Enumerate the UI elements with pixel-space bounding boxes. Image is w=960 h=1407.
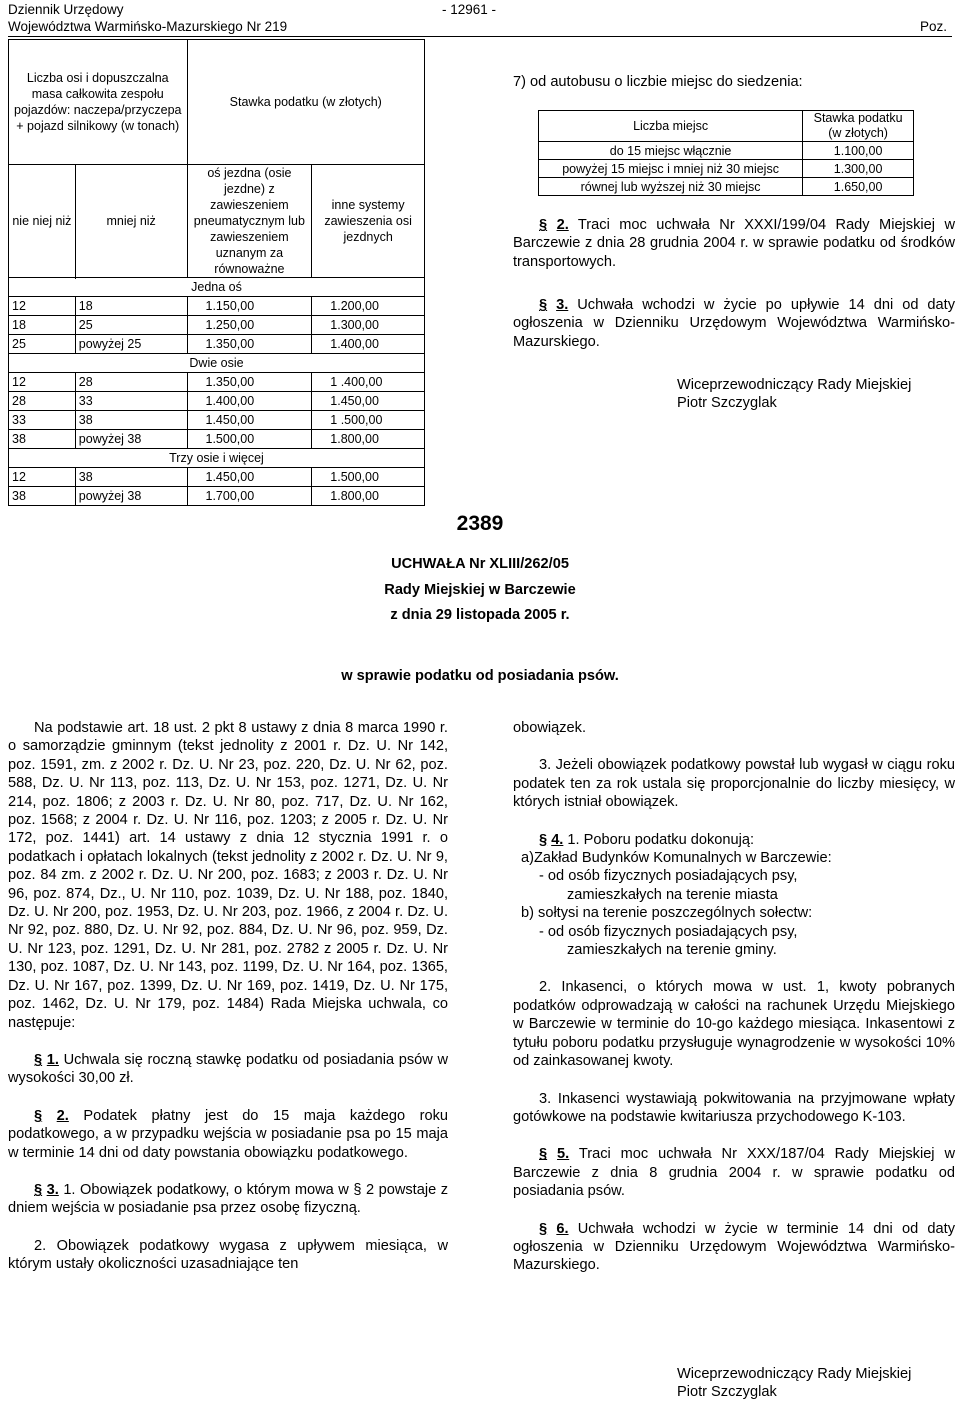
signature-name: Piotr Szczyglak <box>677 1384 777 1401</box>
cell-rate: 1.100,00 <box>803 142 914 160</box>
cell-not-less: 33 <box>9 411 76 430</box>
paragraph-6 <box>513 1220 955 1275</box>
cell-rate-pneumatic: 1.700,00 <box>187 487 312 506</box>
section-sign: § <box>34 1051 43 1068</box>
cell-not-less: 18 <box>9 316 76 335</box>
paragraph-4-3: 3. Inkasenci wystawiają pokwitowania na przyjmowane wpłaty gotówkowe na podstawie kwitariusza przychodowego K-103. <box>513 1090 955 1125</box>
paragraph-3-top <box>513 296 955 351</box>
cell-less: 38 <box>75 411 187 430</box>
cell-less: powyżej 25 <box>75 335 187 354</box>
section-sign: § <box>539 217 548 233</box>
cell-rate-other: 1 .400,00 <box>312 373 425 392</box>
item-b-dash-cont: zamieszkałych na terenie gminy. <box>567 942 777 959</box>
cell-rate-other: 1.800,00 <box>312 430 425 449</box>
item-a-text: Zakład Budynków Komunalnych w Barczewie: <box>533 850 832 867</box>
section-text: Podatek płatny jest do 15 maja każdego roku podatkowego, a w przypadku wejścia w posiadanie psa po 15 maja w terminie 14 dni od daty powstania obowiązku podatkowego. <box>8 1107 448 1161</box>
table-row <box>539 142 914 160</box>
resolution-subject: w sprawie podatku od posiadania psów. <box>341 668 619 684</box>
cell-rate-other: 1.500,00 <box>312 468 425 487</box>
cell-rate-pneumatic: 1.450,00 <box>187 411 312 430</box>
cell-rate-pneumatic: 1.350,00 <box>187 335 312 354</box>
cell-rate-pneumatic: 1.450,00 <box>187 468 312 487</box>
signature-top <box>677 376 911 413</box>
continuation: obowiązek. <box>513 720 587 736</box>
cell-not-less: 12 <box>9 468 76 487</box>
cell-rate-pneumatic: 1.150,00 <box>187 297 312 316</box>
cell-rate-pneumatic: 1.350,00 <box>187 373 312 392</box>
cell-rate-other: 1.300,00 <box>312 316 425 335</box>
item-a-dash: - od osób fizycznych posiadających psy, <box>539 868 798 885</box>
paragraph-3 <box>8 1181 448 1218</box>
table-row <box>9 487 425 506</box>
paragraph-5 <box>513 1145 955 1200</box>
item-a-label: a) <box>521 850 534 867</box>
item-a-dash-cont: zamieszkałych na terenie miasta <box>567 886 778 903</box>
table-row <box>9 297 425 316</box>
paragraph-3-2: 2. Obowiązek podatkowy wygasa z upływem miesiąca, w którym ustały okoliczności uzasadniające ten <box>8 1237 448 1273</box>
section-text: Traci moc uchwała Nr XXXI/199/04 Rady Miejskiej w Barczewie z dnia 28 grudnia 2004 r. w sprawie podatku od środków transportowych. <box>513 217 955 270</box>
section-title: Jedna oś <box>9 278 425 297</box>
section-sign: § <box>539 297 548 313</box>
head-not-less: nie niej niż <box>9 165 76 278</box>
item-7-bus: 7) od autobusu o liczbie miejsc do siedzenia: <box>513 74 803 90</box>
cell-rate: 1.650,00 <box>803 178 914 196</box>
header-rule <box>8 36 952 37</box>
cell-not-less: 38 <box>9 487 76 506</box>
cell-seats: równej lub wyższej niż 30 miejsc <box>539 178 803 196</box>
resolution-title-line: z dnia 29 listopada 2005 r. <box>390 607 570 623</box>
head-other: inne systemy zawieszenia osi jezdnych <box>312 165 425 278</box>
item-b: b) sołtysi na terenie poszczególnych sołectw: <box>521 905 813 922</box>
journal-voivodeship: Województwa Warmińsko-Mazurskiego Nr 219 <box>8 19 288 34</box>
cell-rate: 1.300,00 <box>803 160 914 178</box>
section-text: Uchwala się roczną stawkę podatku od posiadania psów w wysokości 30,00 zł. <box>8 1051 448 1087</box>
left-column <box>8 719 448 1274</box>
resolution-title <box>0 552 960 629</box>
paragraph-1 <box>8 1051 448 1088</box>
signature-bottom <box>677 1365 911 1402</box>
signature-name: Piotr Szczyglak <box>677 395 777 412</box>
head-pneumatic: oś jezdna (osie jezdne) z zawieszeniem pneumatycznym lub zawieszeniem uznanym za równoważne <box>187 165 312 278</box>
cell-not-less: 28 <box>9 392 76 411</box>
cell-less: powyżej 38 <box>75 430 187 449</box>
signature-role: Wiceprzewodniczący Rady Miejskiej <box>677 1366 912 1382</box>
table-row <box>9 411 425 430</box>
cell-not-less: 12 <box>9 297 76 316</box>
section-num: 2. <box>556 217 569 233</box>
resolution-title-line: Rady Miejskiej w Barczewie <box>384 581 576 598</box>
cell-rate-other: 1.200,00 <box>312 297 425 316</box>
section-num: 5. <box>557 1146 570 1163</box>
table-row <box>9 392 425 411</box>
table-row <box>9 335 425 354</box>
bus-tax-table <box>538 110 914 196</box>
section-text: Traci moc uchwała Nr XXX/187/04 Rady Miejskiej w Barczewie z dnia 8 grudnia 2004 r. w sprawie podatku od posiadania psów. <box>513 1146 955 1200</box>
section-num: 1. <box>46 1051 59 1068</box>
section-sign: § <box>539 1146 548 1163</box>
page-number: - 12961 - <box>442 2 497 17</box>
head-less: mniej niż <box>75 165 187 278</box>
section-num: 4. <box>551 831 564 848</box>
section-title: Dwie osie <box>9 354 425 373</box>
section-sign: § <box>34 1107 43 1124</box>
head-rate: Stawka podatku (w złotych) <box>187 40 425 165</box>
right-column <box>513 719 955 1275</box>
table-row <box>9 373 425 392</box>
cell-rate-pneumatic: 1.400,00 <box>187 392 312 411</box>
paragraph-3-3: 3. Jeżeli obowiązek podatkowy powstał lub wygasł w ciągu roku podatek ten za rok ustala się proporcjonalnie do liczby miesięcy, w których istniał obowiązek. <box>513 757 955 811</box>
cell-less: 25 <box>75 316 187 335</box>
head-axes-mass: Liczba osi i dopuszczalna masa całkowita zespołu pojazdów: naczepa/przyczepa + pojazd silnikowy (w tonach) <box>9 40 188 165</box>
journal-name: Dziennik Urzędowy <box>8 2 124 17</box>
section-num: 3. <box>556 297 569 313</box>
table-row <box>9 430 425 449</box>
cell-less: 38 <box>75 468 187 487</box>
item-a <box>513 849 955 867</box>
cell-less: 18 <box>75 297 187 316</box>
section-sign: § <box>34 1181 43 1198</box>
journal-title <box>8 1 287 35</box>
cell-not-less: 25 <box>9 335 76 354</box>
cell-less: 28 <box>75 373 187 392</box>
table-row <box>9 468 425 487</box>
section-num: 3. <box>46 1181 59 1198</box>
cell-rate-pneumatic: 1.250,00 <box>187 316 312 335</box>
section-title: Trzy osie i więcej <box>9 449 425 468</box>
bus-head-rate: Stawka podatku (w złotych) <box>803 111 914 142</box>
table-row <box>9 316 425 335</box>
table-row <box>539 178 914 196</box>
position-label: Poz. <box>920 19 948 34</box>
cell-rate-other: 1.450,00 <box>312 392 425 411</box>
cell-rate-pneumatic: 1.500,00 <box>187 430 312 449</box>
paragraph-2-top <box>513 216 955 271</box>
paragraph-2 <box>8 1107 448 1162</box>
cell-less: powyżej 38 <box>75 487 187 506</box>
paragraph-4-2: 2. Inkasenci, o których mowa w ust. 1, kwoty pobranych podatków odprowadzają w całości na rachunek Urzędu Miejskiego w Barczewie w terminie do 10-go każdego miesiąca. Inkasentowi z tytułu poboru podatku przysługuje wynagrodzenie w wysokości 10% od zainkasowanej kwoty. <box>513 979 955 1070</box>
section-text: Uchwała wchodzi w życie po upływie 14 dni od daty ogłoszenia w Dzienniku Urzędowym Województwa Warmińsko-Mazurskiego. <box>513 297 955 350</box>
table-row <box>539 160 914 178</box>
cell-rate-other: 1 .500,00 <box>312 411 425 430</box>
signature-role: Wiceprzewodniczący Rady Miejskiej <box>677 377 912 393</box>
section-num: 2. <box>56 1107 69 1124</box>
cell-not-less: 38 <box>9 430 76 449</box>
bus-head-seats: Liczba miejsc <box>539 111 803 142</box>
section-sign: § <box>539 831 548 848</box>
resolution-title-line: UCHWAŁA Nr XLIII/262/05 <box>391 556 569 572</box>
section-text: 1. Obowiązek podatkowy, o którym mowa w § 2 powstaje z dniem wejścia w posiadanie psa przez osobę fizyczną. <box>8 1181 448 1217</box>
section-text: Uchwała wchodzi w życie w terminie 14 dni od daty ogłoszenia w Dzienniku Urzędowym Województwa Warmińsko-Mazurskiego. <box>513 1220 956 1274</box>
section-sign: § <box>539 1220 548 1237</box>
truck-tax-table <box>8 39 425 506</box>
preamble: Na podstawie art. 18 ust. 2 pkt 8 ustawy z dnia 8 marca 1990 r. o samorządzie gminnym (tekst jednolity z 2001 r. Dz. U. Nr 142, poz. 1591, zm. z 2002 r. Dz. U. Nr 23, poz. 220, Dz. U. Nr 62, poz. 588, Dz. U. Nr 113, poz. 113, Dz. U. Nr 153, poz. 1271, Dz. U. Nr 214, poz. 1806; z 2003 r. Dz. U. Nr 80, poz. 717, Dz. U. Nr 162, poz. 1568; z 2004 r. Dz. U. Nr 116, poz. 1203; z 2005 r. Dz. U. Nr 172, poz. 1441) art. 14 ustawy z dnia 12 stycznia 1991 r. o podatkach i opłatach lokalnych (tekst jednolity z 2002 r. Dz. U. Nr 9, poz. 84 zm. z 2002 r. Dz. U. Nr 200, poz. 1683; z 2003 r. Dz. U. Nr 96, poz. 874, Dz., U. Nr 110, poz. 1039, Dz. U. Nr 188, poz. 1840, Dz. U. Nr 200, poz. 1953, Dz. U. Nr 203, poz. 1966, z 2004 r. Dz. U. Nr 92, poz. 880, Dz. U. Nr 92, poz. 884, Dz. U. Nr 96, poz. 959, Dz. U. Nr 123, poz. 1291, Dz. U. Nr 281, poz. 2782 z 2005 r. Dz. U. Nr 130, poz. 1087, Dz. U. Nr 143, poz. 1199, Dz. U. Nr 164, poz. 1365, Dz. U. Nr 167, poz. 1399, Dz. U. Nr 169, poz. 1419, Dz. U. Nr 175, poz. 1462, Dz. U. Nr 179, poz. 1484) Rada Miejska uchwala, co następuje: <box>8 720 448 1031</box>
cell-not-less: 12 <box>9 373 76 392</box>
item-b-dash: - od osób fizycznych posiadających psy, <box>539 923 798 940</box>
cell-less: 33 <box>75 392 187 411</box>
cell-seats: powyżej 15 miejsc i mniej niż 30 miejsc <box>539 160 803 178</box>
cell-rate-other: 1.800,00 <box>312 487 425 506</box>
cell-seats: do 15 miejsc włącznie <box>539 142 803 160</box>
cell-rate-other: 1.400,00 <box>312 335 425 354</box>
section-text: 1. Poboru podatku dokonują: <box>563 831 755 848</box>
resolution-number: 2389 <box>456 512 504 535</box>
paragraph-4 <box>513 831 955 849</box>
section-num: 6. <box>556 1220 569 1237</box>
